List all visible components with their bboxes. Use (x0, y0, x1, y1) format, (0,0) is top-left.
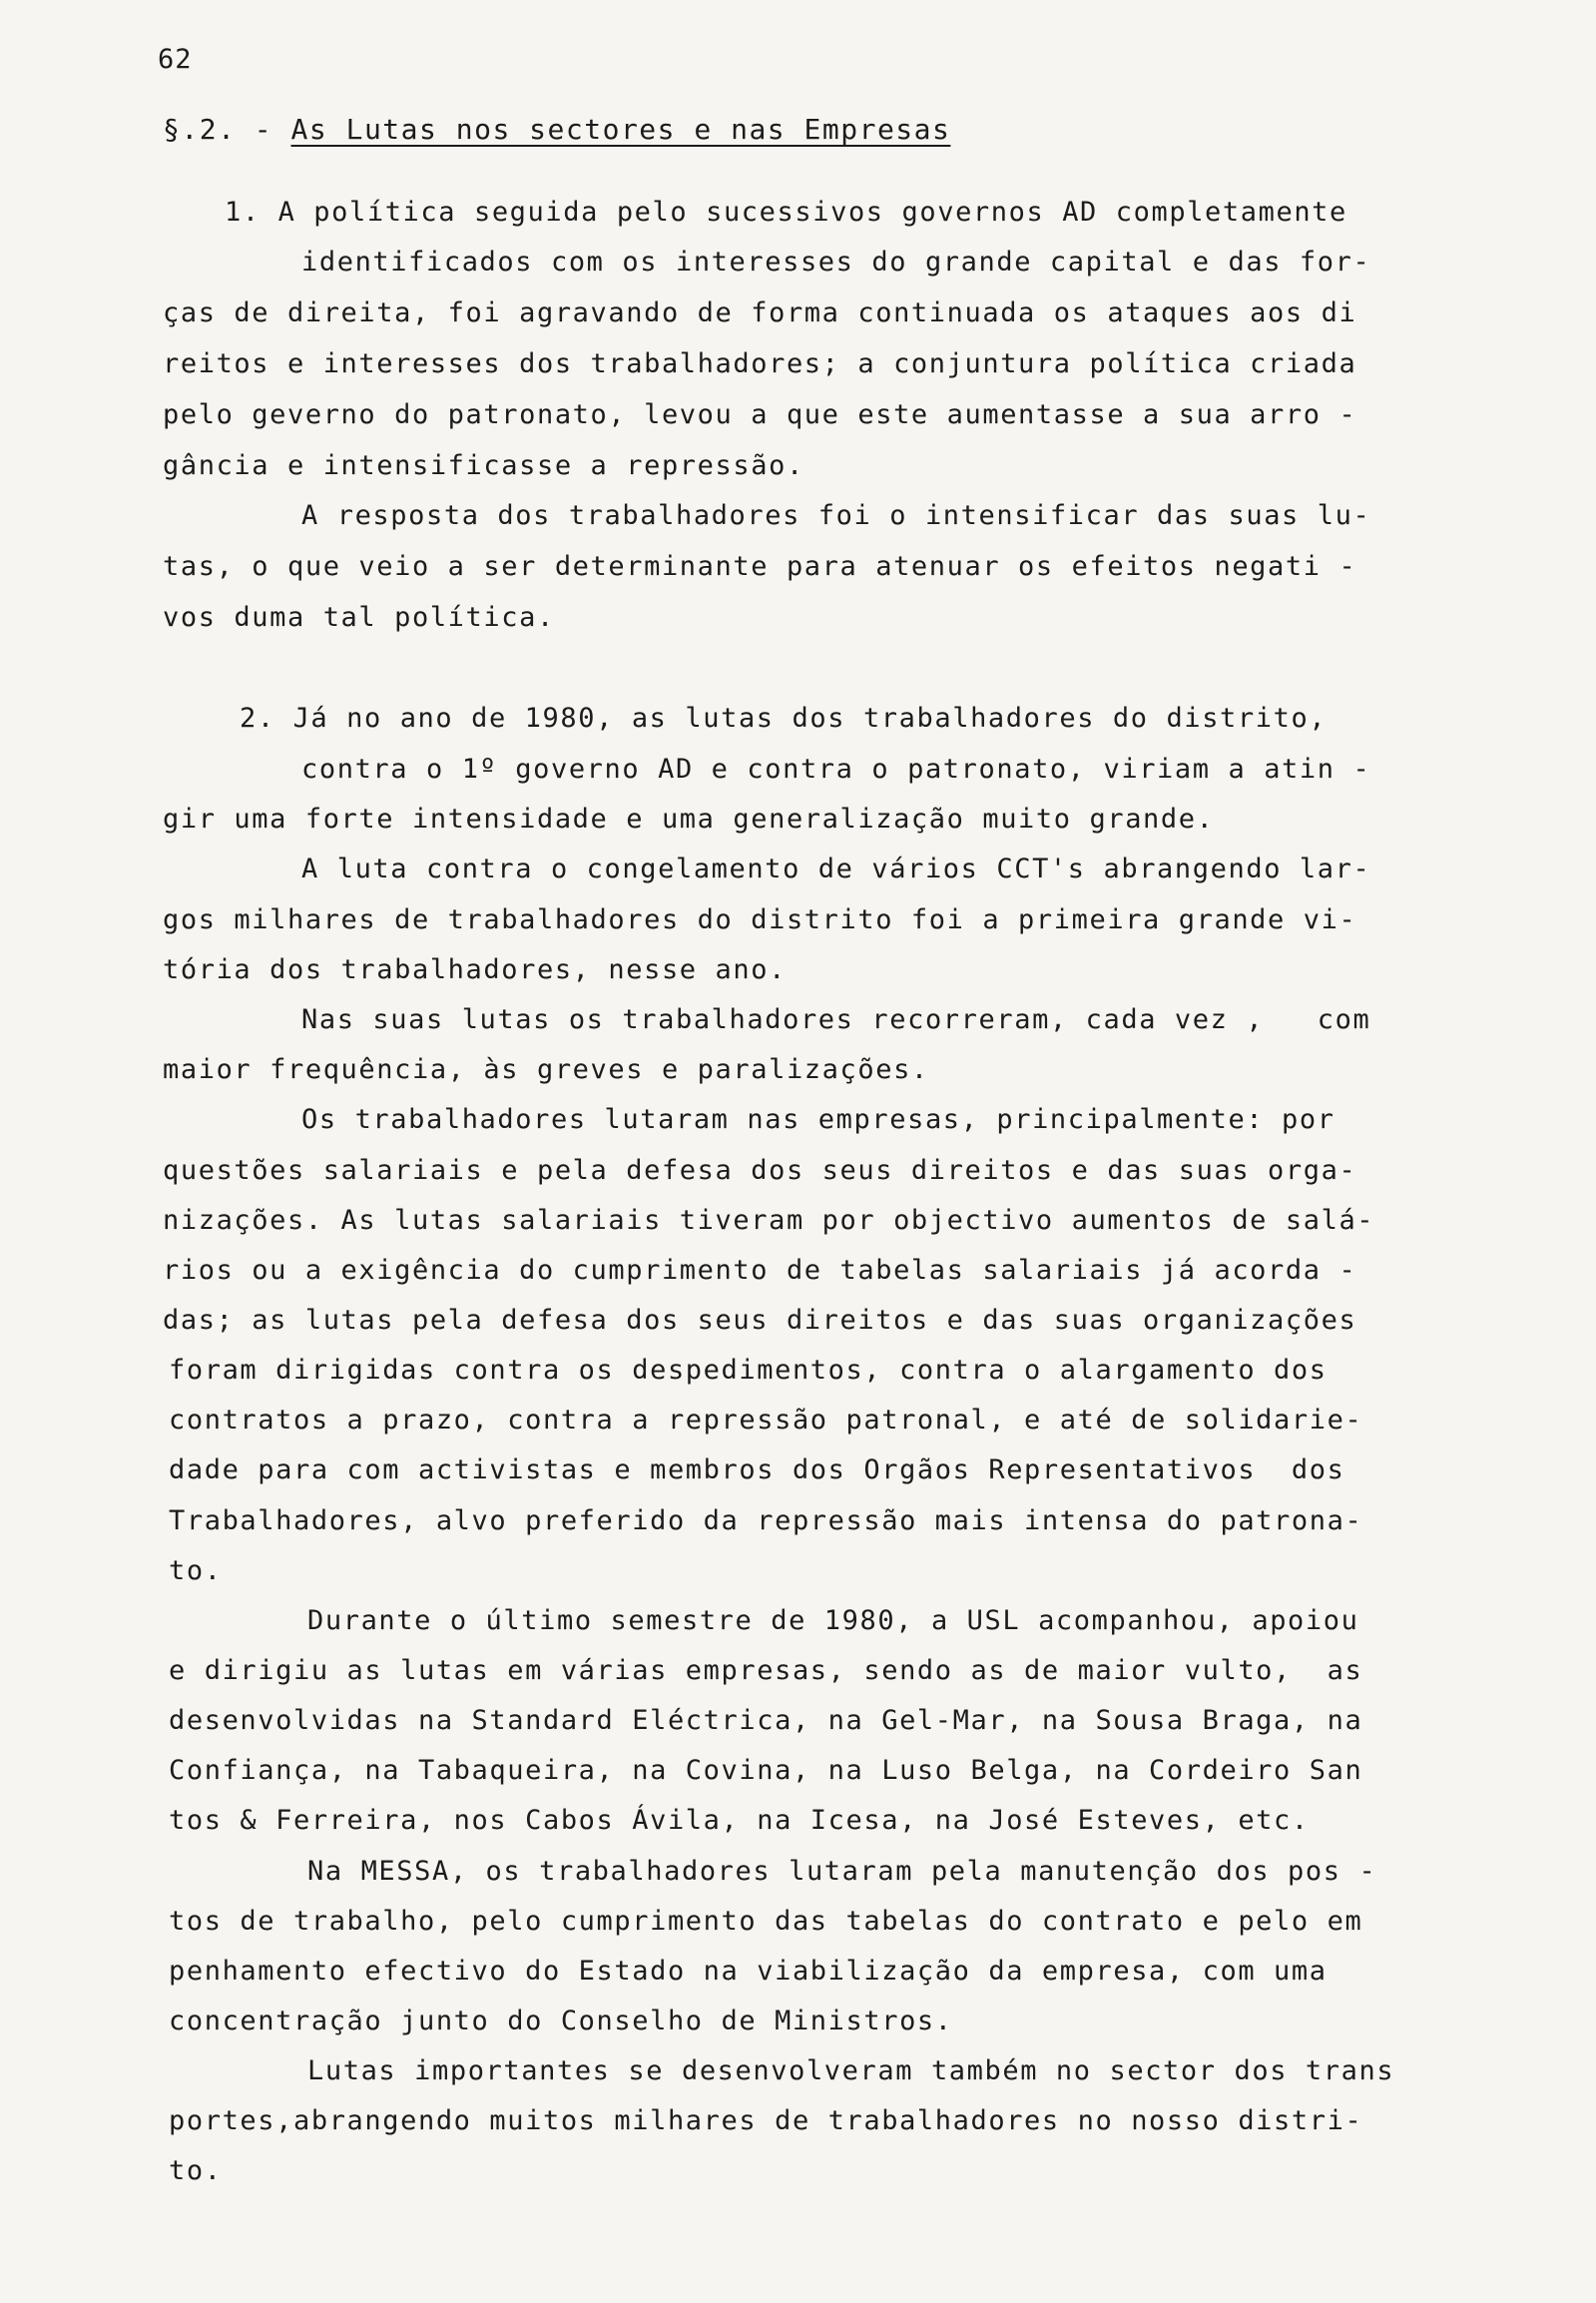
paragraph-line: identificados com os interesses do grande capital e das for- (301, 247, 1371, 278)
paragraph-line: tas, o que veio a ser determinante para atenuar os efeitos negati - (163, 551, 1357, 582)
page-number: 62 (158, 44, 193, 75)
paragraph-line: Os trabalhadores lutaram nas empresas, principalmente: por (301, 1104, 1335, 1135)
paragraph-line: das; as lutas pela defesa dos seus direitos e das suas organizações (163, 1305, 1357, 1336)
paragraph-line: contra o 1º governo AD e contra o patronato, viriam a atin - (301, 754, 1371, 785)
paragraph-line: dade para com activistas e membros dos Orgãos Representativos dos (169, 1454, 1345, 1485)
paragraph-line: gir uma forte intensidade e uma generalização muito grande. (163, 804, 1215, 835)
paragraph-line: questões salariais e pela defesa dos seus direitos e das suas orga- (163, 1155, 1357, 1186)
section-heading (163, 113, 950, 146)
paragraph-line: Nas suas lutas os trabalhadores recorreram, cada vez , com (301, 1004, 1371, 1035)
paragraph-line: to. (169, 1555, 223, 1586)
paragraph-line: pelo geverno do patronato, levou a que este aumentasse a sua arro - (163, 399, 1357, 430)
paragraph-line: gos milhares de trabalhadores do distrito foi a primeira grande vi- (163, 904, 1357, 935)
paragraph-line: e dirigiu as lutas em várias empresas, sendo as de maior vulto, as (169, 1655, 1363, 1686)
paragraph-line: gância e intensificasse a repressão. (163, 450, 804, 481)
paragraph-line: 1. A política seguida pelo sucessivos governos AD completamente (225, 197, 1347, 228)
paragraph-line: reitos e interesses dos trabalhadores; a conjuntura política criada (163, 348, 1357, 379)
paragraph-line: to. (169, 2155, 223, 2186)
paragraph-line: Trabalhadores, alvo preferido da repressão mais intensa do patrona- (169, 1505, 1363, 1536)
paragraph-line: penhamento efectivo do Estado na viabilização da empresa, com uma (169, 1956, 1328, 1987)
paragraph-line: Lutas importantes se desenvolveram também no sector dos trans (307, 2055, 1395, 2086)
paragraph-line: Confiança, na Tabaqueira, na Covina, na Luso Belga, na Cordeiro San (169, 1755, 1363, 1786)
paragraph-line: foram dirigidas contra os despedimentos, contra o alargamento dos (169, 1355, 1328, 1386)
section-number: §.2. - (163, 113, 291, 146)
paragraph-line: A luta contra o congelamento de vários CCT's abrangendo lar- (301, 854, 1371, 884)
paragraph-line: portes,abrangendo muitos milhares de trabalhadores no nosso distri- (169, 2105, 1363, 2136)
paragraph-line: tos & Ferreira, nos Cabos Ávila, na Icesa, na José Esteves, etc. (169, 1805, 1310, 1836)
paragraph-line: A resposta dos trabalhadores foi o intensificar das suas lu- (301, 500, 1371, 531)
paragraph-line: desenvolvidas na Standard Eléctrica, na Gel-Mar, na Sousa Braga, na (169, 1705, 1363, 1736)
paragraph-line: Durante o último semestre de 1980, a USL acompanhou, apoiou (307, 1605, 1359, 1636)
paragraph-line: 2. Já no ano de 1980, as lutas dos trabalhadores do distrito, (240, 703, 1328, 734)
paragraph-line: vos duma tal política. (163, 602, 555, 633)
paragraph-line: tória dos trabalhadores, nesse ano. (163, 954, 787, 985)
paragraph-line: contratos a prazo, contra a repressão patronal, e até de solidarie- (169, 1405, 1363, 1436)
paragraph-line: rios ou a exigência do cumprimento de tabelas salariais já acorda - (163, 1255, 1357, 1286)
paragraph-line: concentração junto do Conselho de Ministros. (169, 2006, 953, 2036)
paragraph-line: ças de direita, foi agravando de forma continuada os ataques aos di (163, 297, 1357, 328)
paragraph-line: tos de trabalho, pelo cumprimento das tabelas do contrato e pelo em (169, 1906, 1363, 1937)
section-title: As Lutas nos sectores e nas Empresas (290, 113, 951, 146)
paragraph-line: nizações. As lutas salariais tiveram por objectivo aumentos de salá- (163, 1205, 1375, 1236)
paragraph-line: maior frequência, às greves e paralizações. (163, 1054, 929, 1085)
paragraph-line: Na MESSA, os trabalhadores lutaram pela manutenção dos pos - (307, 1856, 1377, 1887)
